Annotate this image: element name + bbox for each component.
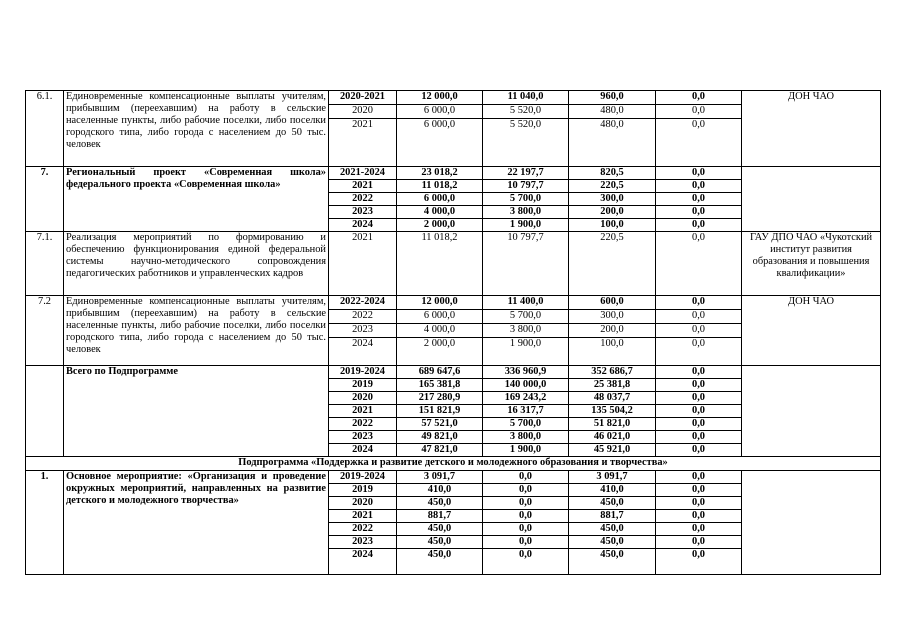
activity-name: Единовременные компенсационные выплаты учителям, прибывшим (переехавшим) на работу в сельские населенные пункты, либо рабочие поселки, либо поселки городского типа, либо города с населением до 50 тыс. человек xyxy=(64,296,329,366)
cell-a: 169 243,2 xyxy=(483,392,569,405)
cell-year: 2019-2024 xyxy=(329,366,397,379)
cell-c: 0,0 xyxy=(656,536,742,549)
cell-b: 135 504,2 xyxy=(569,405,656,418)
cell-year: 2022 xyxy=(329,523,397,536)
cell-total: 881,7 xyxy=(397,510,483,523)
cell-b: 300,0 xyxy=(569,193,656,206)
executor: ДОН ЧАО xyxy=(742,296,881,366)
cell-a: 0,0 xyxy=(483,484,569,497)
cell-year: 2023 xyxy=(329,206,397,219)
cell-c: 0,0 xyxy=(656,523,742,536)
cell-total: 450,0 xyxy=(397,549,483,575)
cell-a: 5 520,0 xyxy=(483,119,569,167)
cell-b: 300,0 xyxy=(569,310,656,324)
cell-c: 0,0 xyxy=(656,444,742,457)
cell-total: 6 000,0 xyxy=(397,310,483,324)
cell-a: 5 700,0 xyxy=(483,418,569,431)
cell-year: 2023 xyxy=(329,324,397,338)
cell-year: 2021 xyxy=(329,119,397,167)
cell-a: 22 197,7 xyxy=(483,167,569,180)
table-row xyxy=(26,232,881,296)
cell-year: 2020 xyxy=(329,497,397,510)
cell-total: 450,0 xyxy=(397,523,483,536)
cell-b: 480,0 xyxy=(569,105,656,119)
cell-total: 12 000,0 xyxy=(397,296,483,310)
cell-c: 0,0 xyxy=(656,418,742,431)
cell-year: 2024 xyxy=(329,549,397,575)
cell-year: 2022-2024 xyxy=(329,296,397,310)
row-number: 1. xyxy=(26,471,64,575)
cell-c: 0,0 xyxy=(656,510,742,523)
row-number: 7.2 xyxy=(26,296,64,366)
cell-total: 23 018,2 xyxy=(397,167,483,180)
executor xyxy=(742,471,881,575)
cell-total: 6 000,0 xyxy=(397,119,483,167)
cell-b: 3 091,7 xyxy=(569,471,656,484)
cell-year: 2023 xyxy=(329,431,397,444)
table-row xyxy=(26,167,881,180)
table-row xyxy=(26,91,881,105)
cell-year: 2020 xyxy=(329,392,397,405)
cell-a: 1 900,0 xyxy=(483,338,569,366)
cell-a: 11 040,0 xyxy=(483,91,569,105)
table-row xyxy=(26,366,881,379)
cell-total: 450,0 xyxy=(397,497,483,510)
cell-c: 0,0 xyxy=(656,180,742,193)
cell-total: 165 381,8 xyxy=(397,379,483,392)
cell-a: 0,0 xyxy=(483,549,569,575)
cell-a: 3 800,0 xyxy=(483,324,569,338)
cell-total: 47 821,0 xyxy=(397,444,483,457)
cell-total: 6 000,0 xyxy=(397,193,483,206)
cell-total: 3 091,7 xyxy=(397,471,483,484)
cell-b: 220,5 xyxy=(569,180,656,193)
cell-c: 0,0 xyxy=(656,219,742,232)
cell-a: 336 960,9 xyxy=(483,366,569,379)
cell-year: 2019 xyxy=(329,379,397,392)
cell-c: 0,0 xyxy=(656,549,742,575)
cell-year: 2020-2021 xyxy=(329,91,397,105)
cell-c: 0,0 xyxy=(656,338,742,366)
cell-year: 2021 xyxy=(329,405,397,418)
cell-c: 0,0 xyxy=(656,484,742,497)
cell-total: 2 000,0 xyxy=(397,338,483,366)
cell-b: 960,0 xyxy=(569,91,656,105)
section-row xyxy=(26,457,881,471)
activity-name: Основное мероприятие: «Организация и проведение окружных мероприятий, направленных на развитие детского и молодежного творчества» xyxy=(64,471,329,575)
cell-c: 0,0 xyxy=(656,324,742,338)
table-row xyxy=(26,471,881,484)
cell-b: 410,0 xyxy=(569,484,656,497)
cell-a: 3 800,0 xyxy=(483,431,569,444)
cell-a: 16 317,7 xyxy=(483,405,569,418)
cell-a: 5 700,0 xyxy=(483,193,569,206)
cell-b: 881,7 xyxy=(569,510,656,523)
cell-b: 100,0 xyxy=(569,219,656,232)
cell-b: 48 037,7 xyxy=(569,392,656,405)
cell-b: 450,0 xyxy=(569,536,656,549)
cell-total: 4 000,0 xyxy=(397,206,483,219)
row-number: 7.1. xyxy=(26,232,64,296)
cell-c: 0,0 xyxy=(656,296,742,310)
cell-b: 46 021,0 xyxy=(569,431,656,444)
executor: ГАУ ДПО ЧАО «Чукотский институт развития образования и повышения квалификации» xyxy=(742,232,881,296)
cell-b: 25 381,8 xyxy=(569,379,656,392)
section-title: Подпрограмма «Поддержка и развитие детского и молодежного образования и творчества» xyxy=(26,457,881,471)
cell-c: 0,0 xyxy=(656,497,742,510)
cell-year: 2021 xyxy=(329,180,397,193)
cell-b: 600,0 xyxy=(569,296,656,310)
cell-a: 0,0 xyxy=(483,510,569,523)
cell-c: 0,0 xyxy=(656,91,742,105)
cell-b: 45 921,0 xyxy=(569,444,656,457)
executor xyxy=(742,167,881,232)
cell-total: 6 000,0 xyxy=(397,105,483,119)
cell-c: 0,0 xyxy=(656,392,742,405)
cell-c: 0,0 xyxy=(656,471,742,484)
cell-c: 0,0 xyxy=(656,119,742,167)
cell-b: 200,0 xyxy=(569,206,656,219)
cell-total: 57 521,0 xyxy=(397,418,483,431)
budget-table xyxy=(25,90,881,575)
cell-year: 2022 xyxy=(329,418,397,431)
cell-year: 2019-2024 xyxy=(329,471,397,484)
cell-c: 0,0 xyxy=(656,206,742,219)
cell-b: 450,0 xyxy=(569,523,656,536)
cell-b: 200,0 xyxy=(569,324,656,338)
cell-year: 2022 xyxy=(329,193,397,206)
cell-total: 4 000,0 xyxy=(397,324,483,338)
cell-total: 11 018,2 xyxy=(397,180,483,193)
cell-year: 2024 xyxy=(329,338,397,366)
cell-a: 0,0 xyxy=(483,497,569,510)
cell-c: 0,0 xyxy=(656,167,742,180)
cell-total: 2 000,0 xyxy=(397,219,483,232)
cell-year: 2023 xyxy=(329,536,397,549)
cell-total: 689 647,6 xyxy=(397,366,483,379)
cell-c: 0,0 xyxy=(656,310,742,324)
cell-a: 5 520,0 xyxy=(483,105,569,119)
cell-c: 0,0 xyxy=(656,405,742,418)
cell-a: 3 800,0 xyxy=(483,206,569,219)
row-number xyxy=(26,366,64,457)
cell-c: 0,0 xyxy=(656,193,742,206)
cell-b: 480,0 xyxy=(569,119,656,167)
cell-total: 11 018,2 xyxy=(397,232,483,296)
cell-b: 220,5 xyxy=(569,232,656,296)
cell-year: 2021-2024 xyxy=(329,167,397,180)
cell-year: 2022 xyxy=(329,310,397,324)
cell-a: 10 797,7 xyxy=(483,232,569,296)
activity-name: Единовременные компенсационные выплаты учителям, прибывшим (переехавшим) на работу в сельские населенные пункты, либо рабочие поселки, либо поселки городского типа, либо города с населением до 50 тыс. человек xyxy=(64,91,329,167)
cell-year: 2024 xyxy=(329,444,397,457)
cell-b: 820,5 xyxy=(569,167,656,180)
table-body xyxy=(26,91,881,575)
cell-total: 12 000,0 xyxy=(397,91,483,105)
cell-b: 100,0 xyxy=(569,338,656,366)
cell-c: 0,0 xyxy=(656,105,742,119)
cell-total: 49 821,0 xyxy=(397,431,483,444)
executor xyxy=(742,366,881,457)
cell-total: 450,0 xyxy=(397,536,483,549)
cell-b: 450,0 xyxy=(569,549,656,575)
activity-name: Всего по Подпрограмме xyxy=(64,366,329,457)
cell-a: 0,0 xyxy=(483,471,569,484)
executor: ДОН ЧАО xyxy=(742,91,881,167)
cell-a: 140 000,0 xyxy=(483,379,569,392)
cell-b: 450,0 xyxy=(569,497,656,510)
activity-name: Региональный проект «Современная школа» федерального проекта «Современная школа» xyxy=(64,167,329,232)
cell-c: 0,0 xyxy=(656,232,742,296)
cell-year: 2024 xyxy=(329,219,397,232)
cell-a: 0,0 xyxy=(483,523,569,536)
cell-total: 410,0 xyxy=(397,484,483,497)
cell-c: 0,0 xyxy=(656,431,742,444)
table-row xyxy=(26,296,881,310)
activity-name: Реализация мероприятий по формированию и обеспечению функционирования единой федеральной системы научно-методического сопровождения педагогических работников и управленческих кадров xyxy=(64,232,329,296)
cell-b: 352 686,7 xyxy=(569,366,656,379)
cell-a: 1 900,0 xyxy=(483,444,569,457)
cell-total: 217 280,9 xyxy=(397,392,483,405)
cell-b: 51 821,0 xyxy=(569,418,656,431)
row-number: 6.1. xyxy=(26,91,64,167)
cell-year: 2020 xyxy=(329,105,397,119)
cell-a: 1 900,0 xyxy=(483,219,569,232)
cell-c: 0,0 xyxy=(656,366,742,379)
cell-a: 11 400,0 xyxy=(483,296,569,310)
cell-year: 2019 xyxy=(329,484,397,497)
cell-year: 2021 xyxy=(329,232,397,296)
cell-a: 10 797,7 xyxy=(483,180,569,193)
cell-a: 5 700,0 xyxy=(483,310,569,324)
cell-a: 0,0 xyxy=(483,536,569,549)
cell-total: 151 821,9 xyxy=(397,405,483,418)
cell-c: 0,0 xyxy=(656,379,742,392)
cell-year: 2021 xyxy=(329,510,397,523)
row-number: 7. xyxy=(26,167,64,232)
